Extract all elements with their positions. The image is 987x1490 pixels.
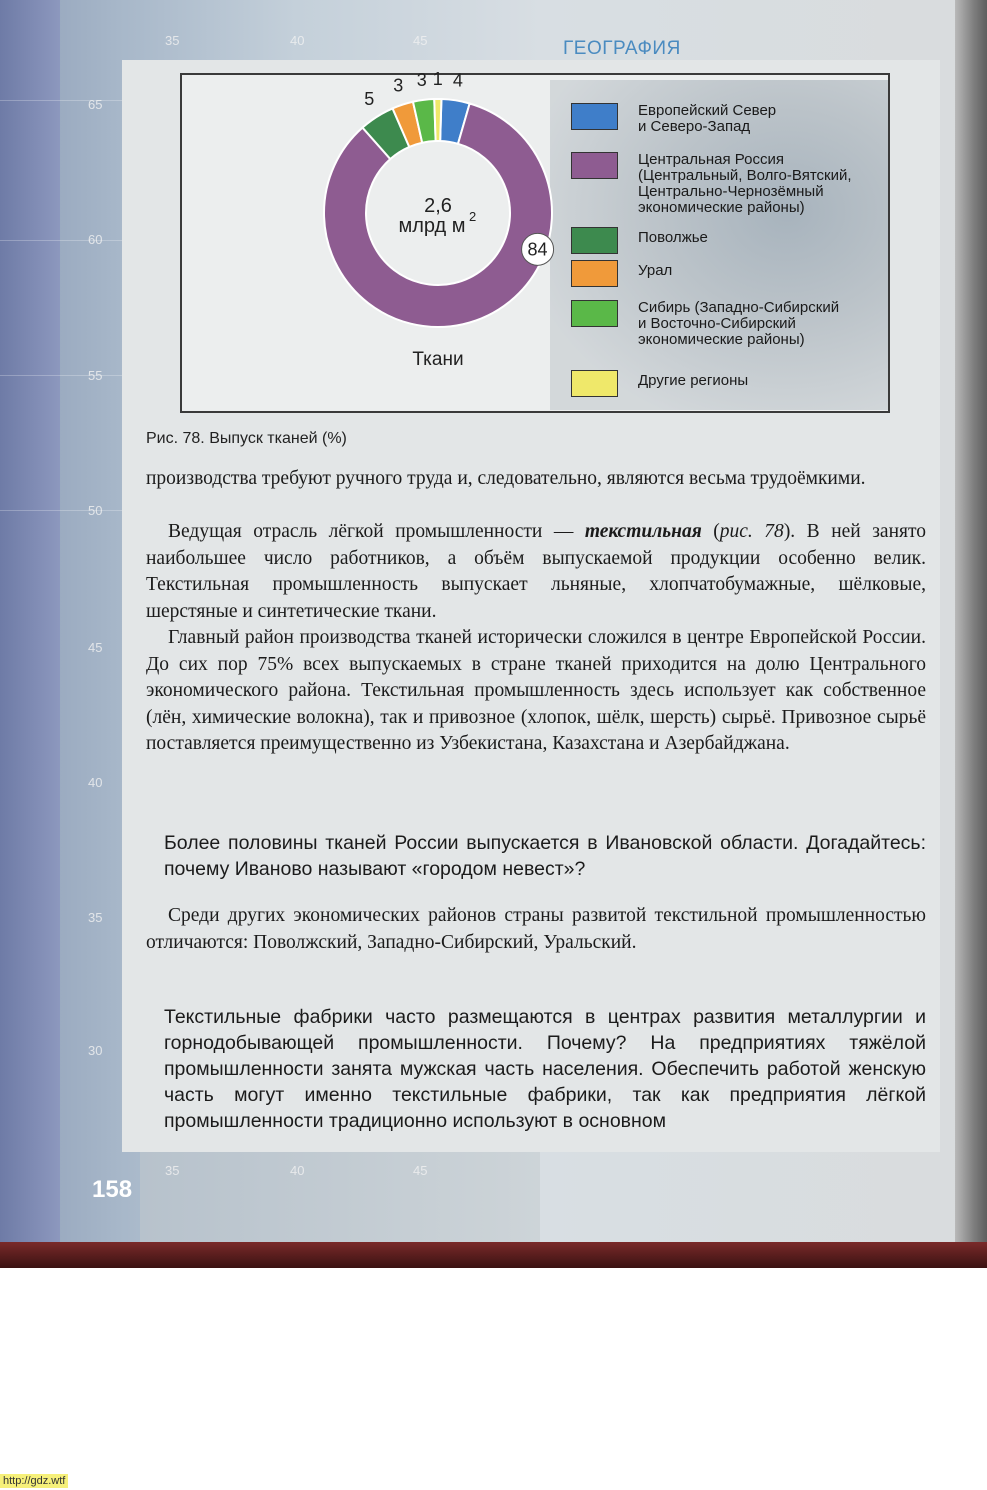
- center-value: 2,6: [424, 195, 452, 217]
- paragraph-3: [146, 625, 926, 758]
- question-1: [164, 830, 926, 882]
- chart-title: Ткани: [412, 349, 464, 370]
- legend-item: [571, 370, 748, 397]
- legend-item: [571, 152, 852, 216]
- lower-map-area: [140, 1150, 540, 1245]
- map-grid-label: 35: [165, 1163, 180, 1178]
- map-grid-label: 30: [88, 1043, 103, 1058]
- legend-swatch: [571, 152, 618, 179]
- legend-label: Центральная Россия (Центральный, Волго-Вятский, Центрально-Чернозёмный экономические районы): [638, 151, 852, 216]
- p2-figure-ref: рис. 78: [719, 521, 784, 542]
- p2-emphasis: текстильная: [584, 521, 702, 542]
- map-grid-label: 35: [165, 33, 180, 48]
- legend-swatch: [571, 370, 618, 397]
- page-number: 158: [92, 1176, 133, 1203]
- slice-value-label: 1: [432, 69, 443, 90]
- map-grid-line: [0, 510, 122, 511]
- p3-text: Главный район производства тканей исторически сложился в центре Европейской России. До сих пор 75% всех выпускаемых в стране тканей приходится на долю Центрального экономического района. Текстильная промышленность здесь использует как собственное (лён, химические волокна), так и привозное (хлопок, шёлк, шерсть) сырьё. Привозное сырьё поставляется преимущественно из Узбекистана, Казахстана и Азербайджана.: [146, 627, 926, 754]
- p2-start: Ведущая отрасль лёгкой промышленности —: [168, 521, 585, 542]
- p4-text: Среди других экономических районов страны развитой текстильной промышленностью отличаются: Поволжский, Западно-Сибирский, Уральский.: [146, 905, 926, 953]
- section-header: ГЕОГРАФИЯ: [563, 38, 681, 59]
- legend-label: Сибирь (Западно-Сибирский и Восточно-Сибирский экономические районы): [638, 299, 840, 348]
- p2-ref-open: (: [701, 521, 720, 542]
- legend-label: Урал: [638, 262, 673, 279]
- map-grid-line: [0, 375, 122, 376]
- legend-swatch: [571, 300, 618, 327]
- map-grid-label: 45: [88, 640, 103, 655]
- map-grid-label: 60: [88, 232, 103, 247]
- legend-label: Другие регионы: [638, 372, 749, 389]
- book-bottom-edge: [0, 1242, 987, 1268]
- donut-chart: [300, 69, 550, 380]
- map-grid-label: 45: [413, 1163, 428, 1178]
- q2-text: Текстильные фабрики часто размещаются в центрах развития металлургии и горнодобывающей промышленности. Почему? На предприятиях тяжёлой промышленности занята мужская часть населения. Обеспечить работой женскую часть могут именно текстильные фабрики, так как предприятия лёгкой промышленности традиционно используют в основном: [164, 1006, 926, 1132]
- legend-item: [571, 300, 839, 348]
- legend-item: [571, 227, 708, 254]
- paragraph-1: производства требуют ручного труда и, следовательно, являются весьма трудоёмкими.: [146, 468, 866, 489]
- book-spine-edge: [955, 0, 987, 1268]
- paragraph-4: [146, 903, 926, 956]
- slice-value-label: 3: [393, 75, 404, 96]
- map-grid-label: 40: [88, 775, 103, 790]
- map-grid-label: 55: [88, 368, 103, 383]
- watermark: http://gdz.wtf: [0, 1474, 68, 1488]
- map-grid-label: 45: [413, 33, 428, 48]
- slice-value-label: 4: [452, 70, 463, 91]
- question-2: [164, 1004, 926, 1134]
- map-grid-line: [0, 100, 122, 101]
- left-map-strip: [0, 0, 60, 1268]
- p2-rest: ). В ней занято наибольшее число работников, а объём выпускаемой продукции особенно велик. Текстильная промышленность выпускает льняные, хлопчатобумажные, шёлковые, шерстяные и синтетические ткани.: [146, 521, 926, 622]
- legend-label: Европейский Север и Северо-Запад: [638, 102, 777, 135]
- slice-value-label: 3: [416, 70, 427, 91]
- q1-text: Более половины тканей России выпускается в Ивановской области. Догадайтесь: почему Иваново называют «городом невест»?: [164, 832, 926, 880]
- legend-item: [571, 103, 776, 135]
- legend-swatch: [571, 103, 618, 130]
- donut-slice: [434, 99, 441, 141]
- slice-value-label: 5: [364, 89, 375, 110]
- center-unit: млрд м: [398, 215, 466, 237]
- figure-caption: Рис. 78. Выпуск тканей (%): [146, 430, 347, 447]
- map-grid-label: 65: [88, 97, 103, 112]
- legend-swatch: [571, 227, 618, 254]
- map-grid-label: 35: [88, 910, 103, 925]
- map-grid-label: 40: [290, 1163, 305, 1178]
- slice-value-label: 84: [527, 239, 548, 260]
- paragraph-2: [146, 519, 926, 625]
- map-grid-label: 50: [88, 503, 103, 518]
- legend-item: [571, 260, 672, 287]
- legend-label: Поволжье: [638, 229, 708, 246]
- map-grid-label: 40: [290, 33, 305, 48]
- center-unit-sup: 2: [469, 209, 477, 224]
- legend-swatch: [571, 260, 618, 287]
- map-grid-line: [0, 240, 122, 241]
